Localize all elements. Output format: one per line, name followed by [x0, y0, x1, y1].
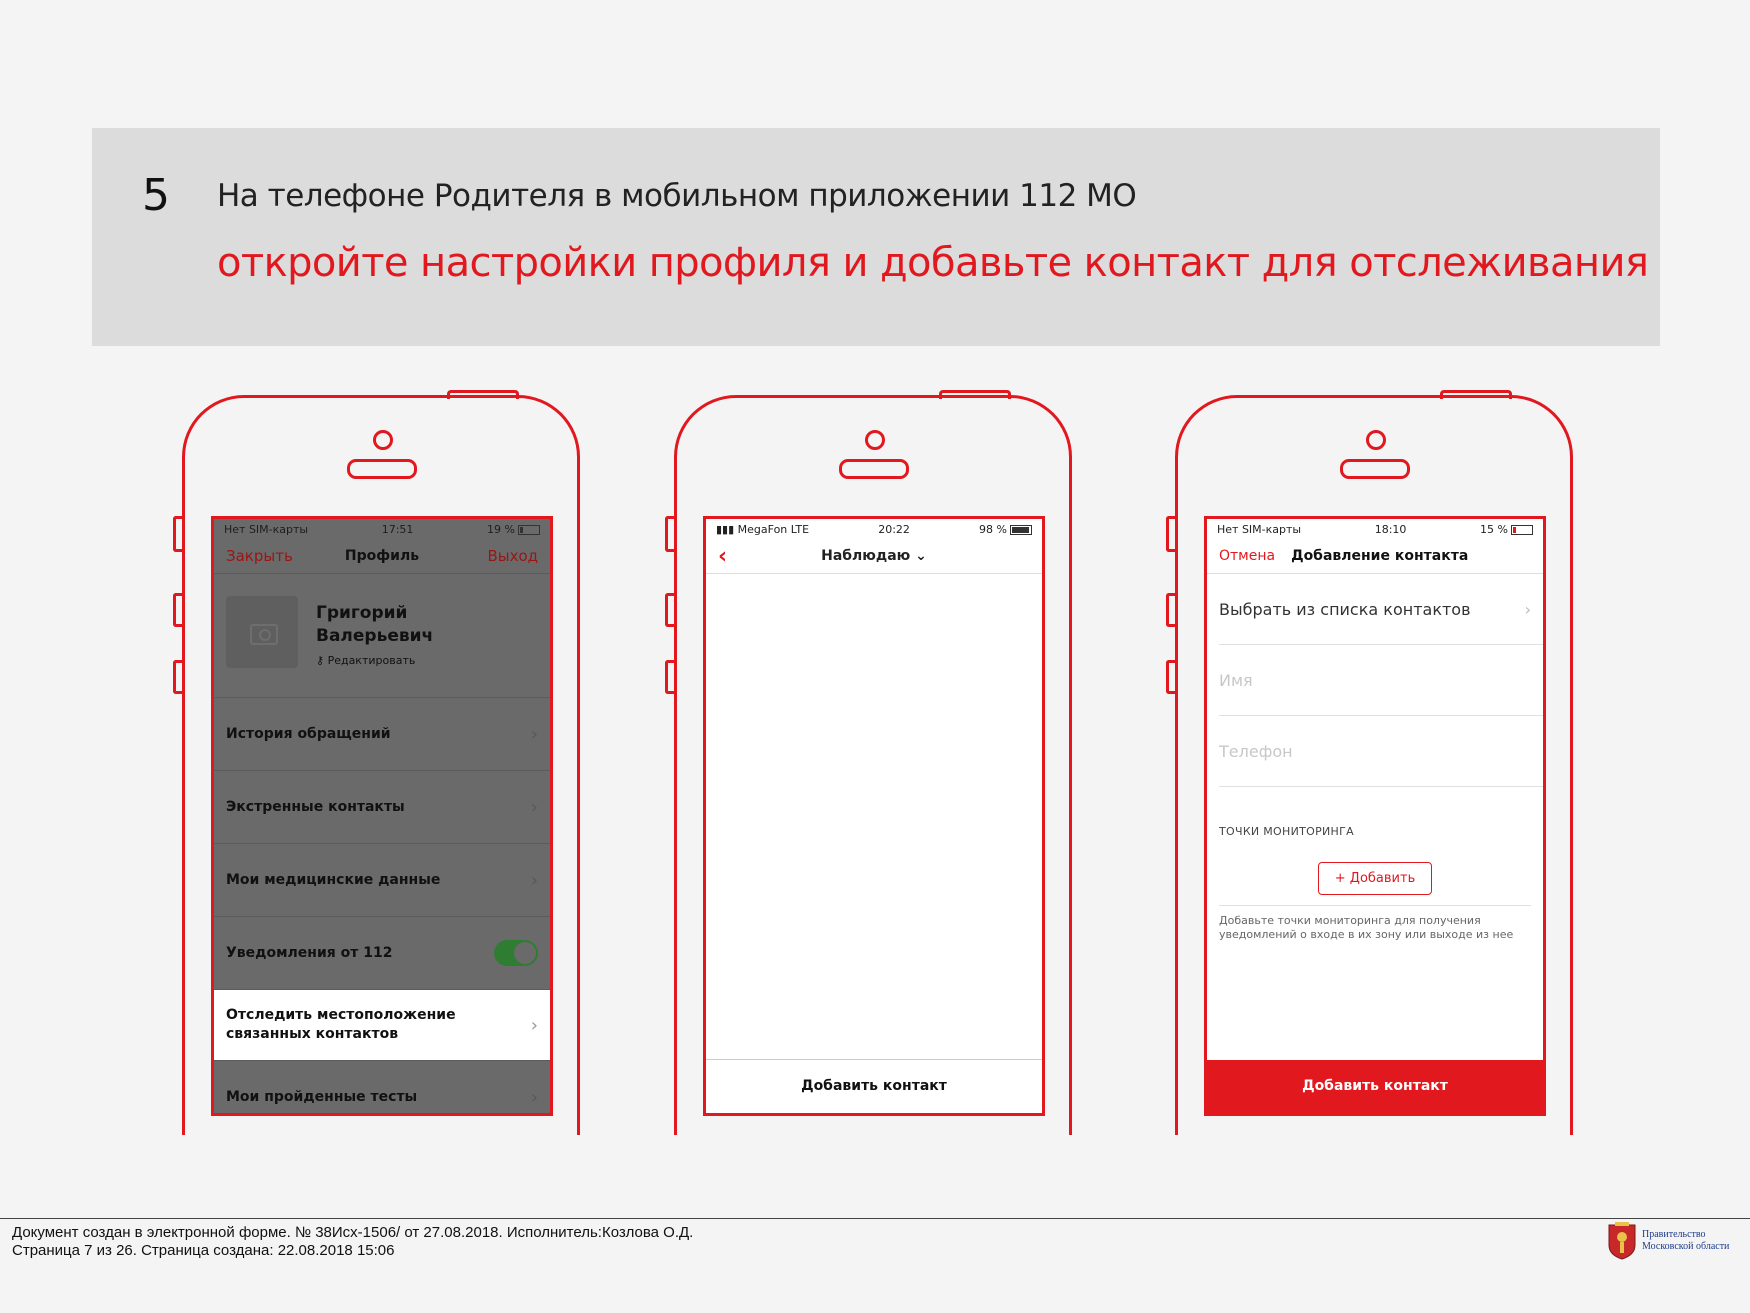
- navigation-bar: [706, 539, 1042, 574]
- add-contact-screen: [1204, 516, 1546, 1116]
- carrier-label: Нет SIM-карты: [224, 522, 309, 536]
- power-button: [939, 390, 1011, 399]
- volume-down-button: [1166, 660, 1177, 694]
- carrier-label: ▮▮▮ MegaFon LTE: [716, 522, 810, 536]
- clock: 17:51: [381, 522, 414, 536]
- chevron-right-icon: ›: [1524, 599, 1531, 619]
- carrier-label: Нет SIM-карты: [1217, 522, 1302, 536]
- power-button: [1440, 390, 1512, 399]
- instruction-line-2: откройте настройки профиля и добавьте контакт для отслеживания: [217, 240, 1649, 286]
- mute-switch: [1166, 516, 1177, 552]
- volume-down-button: [173, 660, 184, 694]
- front-camera: [373, 430, 393, 450]
- phone-frame-add-contact: [1175, 395, 1573, 1135]
- back-arrow-icon[interactable]: ‹: [718, 543, 728, 569]
- screen-title: Профиль: [344, 548, 420, 564]
- menu-item-notifications: Уведомления от 112: [214, 917, 550, 990]
- instruction-line-1: На телефоне Родителя в мобильном приложении 112 МО: [217, 178, 1137, 214]
- mute-switch: [665, 516, 676, 552]
- front-camera: [865, 430, 885, 450]
- earpiece-speaker: [1340, 459, 1410, 479]
- navigation-bar: [1207, 539, 1543, 574]
- battery-indicator: 98 %: [979, 523, 1032, 536]
- menu-item-tests[interactable]: Мои пройденные тесты ›: [214, 1061, 550, 1116]
- edit-profile-link[interactable]: ⚷ Редактировать: [316, 654, 416, 667]
- battery-indicator: 19 %: [487, 523, 540, 536]
- status-bar: [214, 519, 550, 539]
- watching-screen: [703, 516, 1045, 1116]
- document-info-line-2: Страница 7 из 26. Страница создана: 22.08.2018 15:06: [12, 1242, 395, 1259]
- front-camera: [1366, 430, 1386, 450]
- add-monitoring-point-button[interactable]: + Добавить: [1318, 862, 1432, 895]
- volume-up-button: [665, 593, 676, 627]
- status-bar: [706, 519, 1042, 539]
- menu-item-emergency-contacts[interactable]: Экстренные контакты ›: [214, 771, 550, 844]
- battery-icon: [1511, 525, 1533, 535]
- power-button: [447, 390, 519, 399]
- battery-icon: [1010, 525, 1032, 535]
- avatar[interactable]: [226, 596, 298, 668]
- screen-title: Добавление контакта: [1291, 548, 1469, 564]
- chevron-down-icon: ⌄: [915, 548, 927, 564]
- phone-field[interactable]: Телефон: [1219, 716, 1543, 787]
- signal-icon: ▮▮▮: [716, 522, 738, 536]
- volume-down-button: [665, 660, 676, 694]
- status-bar: [1207, 519, 1543, 539]
- phone-frame-profile: [182, 395, 580, 1135]
- menu-item-history[interactable]: История обращений ›: [214, 698, 550, 771]
- coat-of-arms-icon: [1606, 1221, 1638, 1261]
- logout-button[interactable]: Выход: [487, 547, 538, 565]
- monitoring-hint: Добавьте точки мониторинга для получения уведомлений о входе в их зону или выходе из нее: [1219, 905, 1531, 942]
- chevron-right-icon: ›: [530, 723, 538, 745]
- phone-frame-watching: [674, 395, 1072, 1135]
- chevron-right-icon: ›: [530, 1014, 538, 1036]
- volume-up-button: [173, 593, 184, 627]
- earpiece-speaker: [347, 459, 417, 479]
- profile-name: Григорий Валерьевич: [316, 603, 434, 646]
- document-info: [12, 1224, 693, 1260]
- clock: 18:10: [1374, 522, 1407, 536]
- add-contact-button[interactable]: Добавить контакт: [706, 1059, 1042, 1113]
- chevron-right-icon: ›: [530, 796, 538, 818]
- add-contact-button[interactable]: Добавить контакт: [1207, 1060, 1543, 1113]
- step-number: 5: [142, 170, 170, 221]
- mute-switch: [173, 516, 184, 552]
- camera-icon: [250, 624, 278, 645]
- footer-divider: [0, 1218, 1750, 1219]
- chevron-right-icon: ›: [530, 1086, 538, 1108]
- clock: 20:22: [878, 522, 910, 536]
- document-info-line-1: Документ создан в электронной форме. № 38Исх-1506/ от 27.08.2018. Исполнитель:Козлова О.Д.: [12, 1224, 694, 1241]
- monitoring-points-title: ТОЧКИ МОНИТОРИНГА: [1219, 825, 1354, 838]
- screen-title[interactable]: Наблюдаю ⌄: [821, 548, 927, 564]
- cancel-button[interactable]: Отмена: [1219, 548, 1276, 564]
- name-field[interactable]: Имя: [1219, 645, 1543, 716]
- menu-item-medical-data[interactable]: Мои медицинские данные ›: [214, 844, 550, 917]
- battery-icon: [518, 525, 540, 535]
- notifications-toggle[interactable]: [494, 940, 538, 966]
- instruction-banner: [92, 128, 1660, 346]
- government-logo-text: Правительство Московской области: [1642, 1229, 1730, 1252]
- volume-up-button: [1166, 593, 1177, 627]
- battery-indicator: 15 %: [1480, 523, 1533, 536]
- profile-header: [214, 574, 550, 698]
- earpiece-speaker: [839, 459, 909, 479]
- profile-screen: [211, 516, 553, 1116]
- menu-item-track-location[interactable]: Отследить местоположение связанных контактов ›: [214, 990, 550, 1061]
- navigation-bar: [214, 539, 550, 574]
- close-button[interactable]: Закрыть: [226, 547, 293, 565]
- key-icon: ⚷: [316, 654, 328, 667]
- chevron-right-icon: ›: [530, 869, 538, 891]
- pick-from-contacts-row[interactable]: Выбрать из списка контактов ›: [1219, 574, 1543, 645]
